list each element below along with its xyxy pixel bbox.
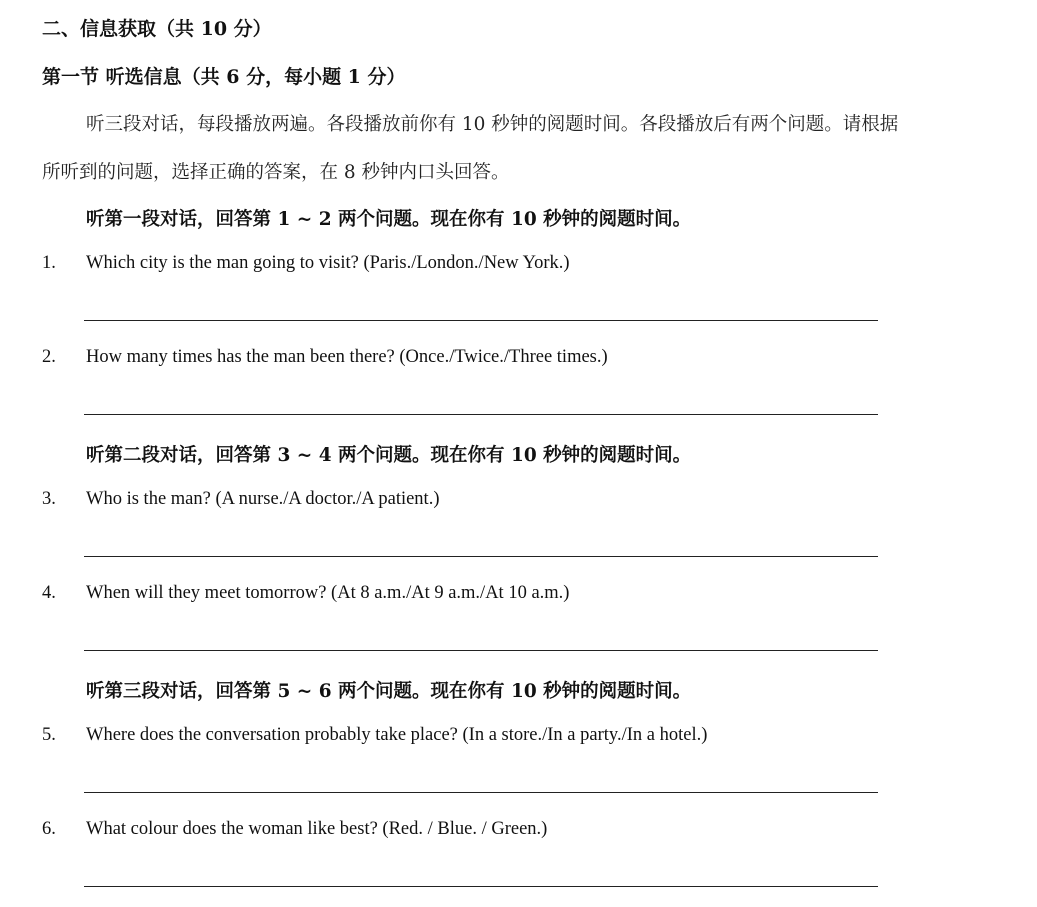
question-2-text: How many times has the man been there? (Once./Twice./Three times.) [86,347,608,367]
question-1-text: Which city is the man going to visit? (Paris./London./New York.) [86,253,570,273]
section-title: 第一节 听选信息（共 6 分，每小题 1 分） [42,66,406,88]
instructions-line-2: 所听到的问题，选择正确的答案，在 8 秒钟内口头回答。 [42,162,510,183]
question-3-answer-line[interactable] [84,556,878,557]
question-3-number: 3. [42,489,56,509]
question-5-text: Where does the conversation probably take place? (In a store./In a party./In a hotel.) [86,725,708,745]
question-6-number: 6. [42,819,56,839]
part-title: 二、信息获取（共 10 分） [42,18,272,40]
question-2-answer-line[interactable] [84,414,878,415]
instructions-line-1: 听三段对话，每段播放两遍。各段播放前你有 10 秒钟的阅题时间。各段播放后有两个问题。请根据 [86,114,899,135]
question-1-number: 1. [42,253,56,273]
question-5-number: 5. [42,725,56,745]
question-3-text: Who is the man? (A nurse./A doctor./A patient.) [86,489,440,509]
question-1-answer-line[interactable] [84,320,878,321]
group-1-heading: 听第一段对话，回答第 1 ~ 2 两个问题。现在你有 10 秒钟的阅题时间。 [86,209,692,230]
question-4-number: 4. [42,583,56,603]
question-2-number: 2. [42,347,56,367]
question-6-answer-line[interactable] [84,886,878,887]
group-2-heading: 听第二段对话，回答第 3 ~ 4 两个问题。现在你有 10 秒钟的阅题时间。 [86,445,692,466]
group-3-heading: 听第三段对话，回答第 5 ~ 6 两个问题。现在你有 10 秒钟的阅题时间。 [86,681,692,702]
question-4-answer-line[interactable] [84,650,878,651]
question-4-text: When will they meet tomorrow? (At 8 a.m./At 9 a.m./At 10 a.m.) [86,583,570,603]
question-6-text: What colour does the woman like best? (Red. / Blue. / Green.) [86,819,548,839]
question-5-answer-line[interactable] [84,792,878,793]
